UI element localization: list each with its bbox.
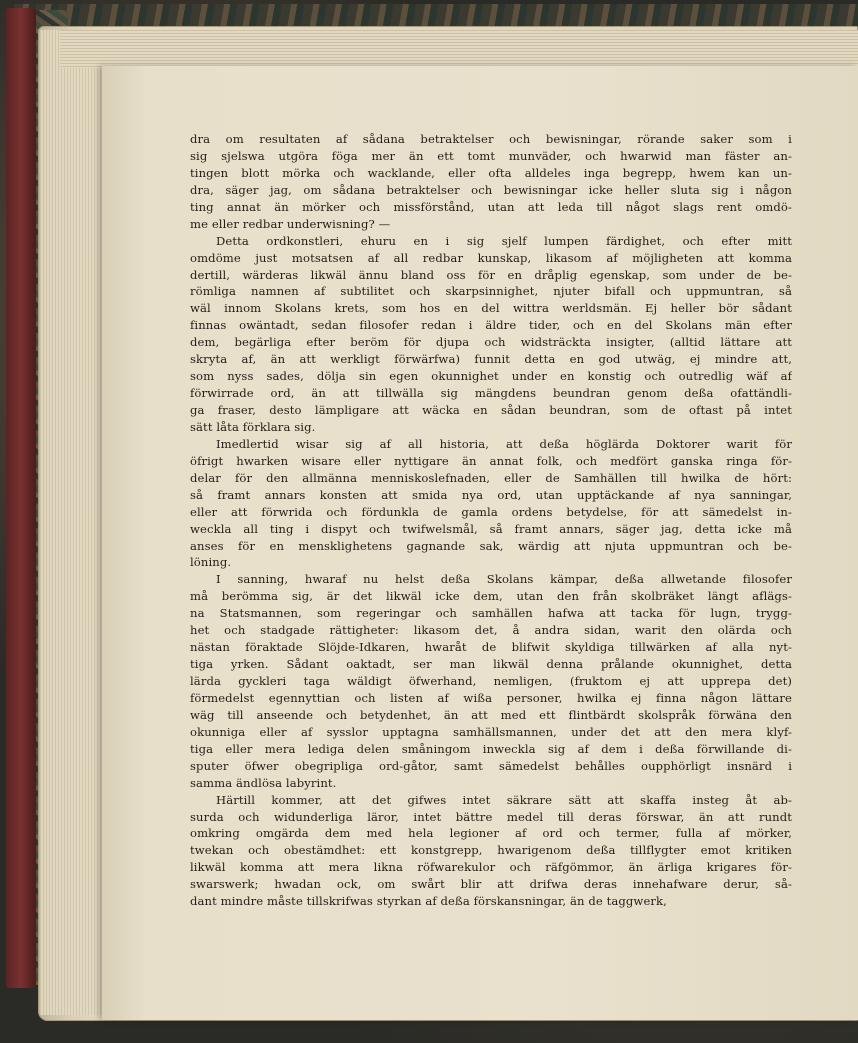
text-line: sätt låta förklara sig.	[190, 419, 316, 434]
text-line: I sanning, hwaraf nu helst deßa Skolans kämpar, deßa allwetande filosofer	[216, 572, 792, 587]
text-line: nästan föraktade Slöjde-Idkaren, hwaråt de blifwit skyldiga tillwärken af alla nyt-	[190, 640, 792, 655]
text-line: omkring omgärda dem med hela legioner af ord och termer, fulla af mörker,	[190, 826, 792, 841]
text-line: wäg till anseende och betydenhet, än att med ett flintbärdt skolspråk förwäna den	[190, 707, 792, 722]
text-line: anses för en mensklighetens gagnande sak, wärdig att njuta uppmuntran och be-	[190, 538, 792, 553]
text-line: me eller redbar underwisning? —	[190, 216, 391, 231]
text-line: ga fraser, desto lämpligare att wäcka en sådan beundran, som de oftast på intet	[190, 403, 792, 417]
text-line: förmedelst egennyttian och listen af wißa personer, hwilka ej finna någon lättare	[190, 690, 792, 705]
text-line: som nyss sades, dölja sin egen okunnighet under en konstig och outredlig wäf af	[190, 369, 792, 384]
text-line: dra om resultaten af sådana betraktelser och bewisningar, rörande saker som i	[190, 132, 792, 146]
text-line: na Statsmannen, som regeringar och samhällen hafwa att tacka för lugn, trygg-	[190, 606, 792, 621]
text-line: swarswerk; hwadan ock, om swårt blir att drifwa deras innehafware derur, så-	[190, 877, 792, 892]
text-line: twekan och obestämdhet: ett konstgrepp, hwarigenom deßa tillflygter emot kritiken	[190, 843, 792, 858]
text-line: lärda gyckleri taga wäldigt öfwerhand, nemligen, (fruktom ej att upprepa det)	[190, 674, 792, 688]
text-line: wäl innom Skolans krets, som hos en del wittra werldsmän. Ej heller bör sådant	[190, 301, 792, 316]
text-line: dem, begärliga efter beröm för djupa och widsträckta insigter, (alltid lättare att	[190, 335, 792, 350]
page-text	[190, 131, 792, 910]
text-line: skryta af, än att werkligt förwärfwa) funnit detta en god utwäg, ej mindre att,	[190, 352, 792, 367]
text-line: dra, säger jag, om sådana betraktelser och bewisningar icke heller sluta sig i någon	[190, 182, 792, 197]
leather-spine	[6, 8, 36, 988]
text-line: tiga eller mera lediga delen småningom inweckla sig af dem i deßa förwillande di-	[190, 741, 792, 756]
text-line: så framt annars konsten att smida nya ord, utan upptäckande af nya sanningar,	[190, 487, 792, 502]
text-line: okunniga eller af sysslor upptagna samhällsmannen, under det att den mera klyf-	[190, 724, 792, 739]
text-line: weckla all ting i dispyt och twifwelsmål, så framt annars, säger jag, detta icke må	[190, 521, 792, 536]
text-line: het och stadgade rättigheter: likasom det, å andra sidan, warit den olärda och	[190, 623, 792, 638]
text-line: surda och widunderliga läror, intet bättre medel till deras förswar, än att rundt	[190, 809, 792, 824]
text-line: Detta ordkonstleri, ehuru en i sig sjelf lumpen färdighet, och efter mitt	[216, 233, 792, 248]
text-line: förwirrade ord, än att tillwälla sig mängdens beundran genom deßa ofattändli-	[190, 386, 792, 401]
text-line: römliga namnen af subtilitet och skarpsinnighet, njuter bifall och uppmuntran, så	[190, 284, 792, 299]
page-edges-left	[40, 30, 102, 1015]
text-line: tingen blott mörka och wacklande, eller ofta alldeles inga begrepp, hwem kan un-	[190, 165, 792, 180]
text-line: dertill, wärderas likwäl ännu bland oss för en dråplig egenskap, som under de be-	[190, 267, 792, 282]
text-line: ting annat än mörker och missförstånd, utan att leda till något slags rent omdö-	[190, 199, 792, 214]
text-line: eller att förwrida och fördunkla de gamla ordens betydelse, för att sämedelst in-	[190, 504, 792, 519]
page-edges-top	[60, 30, 858, 68]
text-line: må berömma sig, är det likwäl icke dem, utan den från skolbräket längt aflägs-	[190, 589, 792, 604]
text-line: sig sjelswa utgöra föga mer än ett tomt munväder, och hwarwid man fäster an-	[190, 148, 792, 163]
text-line: tiga yrken. Sådant oaktadt, ser man likwäl denna prålande okunnighet, detta	[190, 657, 792, 672]
text-line: Imedlertid wisar sig af all historia, att deßa höglärda Doktorer warit för	[216, 436, 792, 451]
text-line: samma ändlösa labyrint.	[190, 775, 337, 790]
text-line: Härtill kommer, att det gifwes intet säkrare sätt att skaffa insteg åt ab-	[216, 792, 792, 807]
text-line: delar för den allmänna menniskoslefnaden, eller de Samhällen till hwilka de hört:	[190, 470, 792, 485]
text-line: finnas owäntadt, sedan filosofer redan i äldre tider, och en del Skolans män efter	[190, 318, 792, 333]
text-line: dant mindre måste tillskrifwas styrkan af deßa förskansningar, än de taggwerk,	[190, 894, 667, 909]
text-line: sputer öfwer obegripliga ord-gåtor, samt sämedelst behålles oupphörligt insnärd i	[190, 758, 792, 773]
text-line: omdöme just motsatsen af all redbar kunskap, likasom af möjligheten att komma	[190, 250, 792, 265]
text-line: likwäl komma att mera likna röfwarekulor och räfgömmor, än ärliga krigares för-	[190, 860, 792, 875]
text-line: löning.	[190, 555, 232, 570]
text-line: öfrigt hwarken wisare eller nyttigare än annat folk, och medfört ganska ringa för-	[190, 453, 792, 468]
